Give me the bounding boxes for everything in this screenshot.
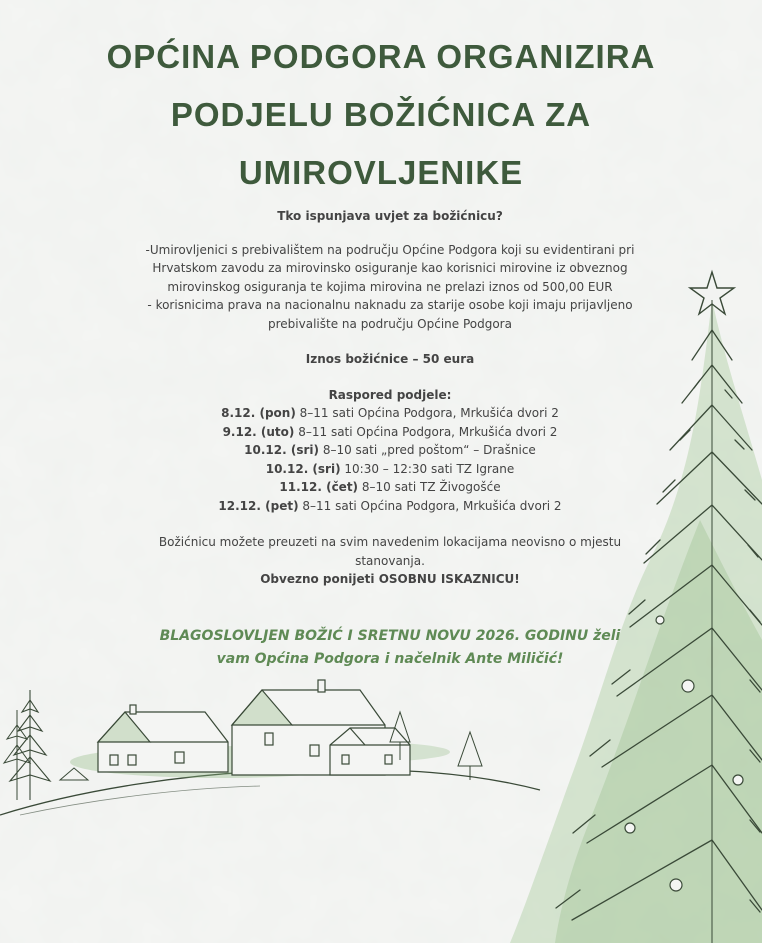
- criteria-line: - korisnicima prava na nacionalnu naknadu za starije osobe koji imaju prijavljeno: [147, 298, 633, 312]
- id-requirement: Obvezno ponijeti OSOBNU ISKAZNICU!: [260, 572, 520, 586]
- schedule-row: [130, 441, 650, 460]
- schedule-row: [130, 404, 650, 423]
- criteria-line: prebivalište na području Općine Podgora: [268, 316, 512, 331]
- title-line-1: OPĆINA PODGORA ORGANIZIRA: [106, 38, 656, 75]
- schedule-details: 8–10 sati „pred poštom“ – Drašnice: [319, 443, 536, 457]
- schedule-row: [130, 460, 650, 479]
- pickup-note: [130, 533, 650, 570]
- criteria-line: Hrvatskom zavodu za mirovinsko osiguranje kao korisnici mirovine iz obveznog: [152, 261, 628, 275]
- schedule-date: 8.12. (pon): [221, 406, 296, 420]
- schedule-details: 8–11 sati Općina Podgora, Mrkušića dvori 2: [298, 498, 562, 513]
- bonus-amount: Iznos božićnice – 50 eura: [305, 352, 475, 366]
- schedule-details: 8–11 sati Općina Podgora, Mrkušića dvori 2: [295, 406, 559, 420]
- schedule-date: 12.12. (pet): [218, 498, 299, 513]
- schedule-date: 9.12. (uto): [222, 424, 295, 439]
- greeting-line-1: BLAGOSLOVLJEN BOŽIĆ I SRETNU NOVU 2026. GODINU želi: [159, 628, 621, 644]
- schedule-date: 10.12. (sri): [244, 443, 320, 457]
- schedule-date: 11.12. (čet): [279, 480, 359, 494]
- schedule-row: [130, 497, 650, 516]
- title-line-3: UMIROVLJENIKE: [238, 154, 524, 191]
- announcement-body: [130, 207, 650, 589]
- pickup-line-2: stanovanja.: [355, 553, 425, 568]
- eligibility-question: Tko ispunjava uvjet za božićnicu?: [277, 209, 503, 223]
- schedule-title: Raspored podjele:: [328, 387, 452, 402]
- distribution-schedule: [130, 386, 650, 516]
- christmas-greeting: [110, 625, 670, 671]
- schedule-row: [130, 423, 650, 442]
- schedule-row: [130, 478, 650, 497]
- criteria-line: mirovinskog osiguranja te kojima mirovina ne prelazi iznos od 500,00 EUR: [167, 279, 613, 294]
- criteria-line: -Umirovljenici s prebivalištem na području Općine Podgora koji su evidentirani pri: [145, 242, 635, 257]
- greeting-line-2: vam Općina Podgora i načelnik Ante Miličić!: [216, 651, 564, 667]
- schedule-details: 8–11 sati Općina Podgora, Mrkušića dvori 2: [294, 424, 558, 439]
- schedule-details: 8–10 sati TZ Živogošće: [358, 480, 501, 494]
- eligibility-criteria: [130, 241, 650, 334]
- schedule-date: 10.12. (sri): [265, 461, 341, 476]
- page-title: [0, 28, 762, 202]
- schedule-details: 10:30 – 12:30 sati TZ Igrane: [340, 461, 515, 476]
- title-line-2: PODJELU BOŽIĆNICA ZA: [170, 96, 592, 133]
- pickup-line-1: Božićnicu možete preuzeti na svim navedenim lokacijama neovisno o mjestu: [158, 535, 622, 549]
